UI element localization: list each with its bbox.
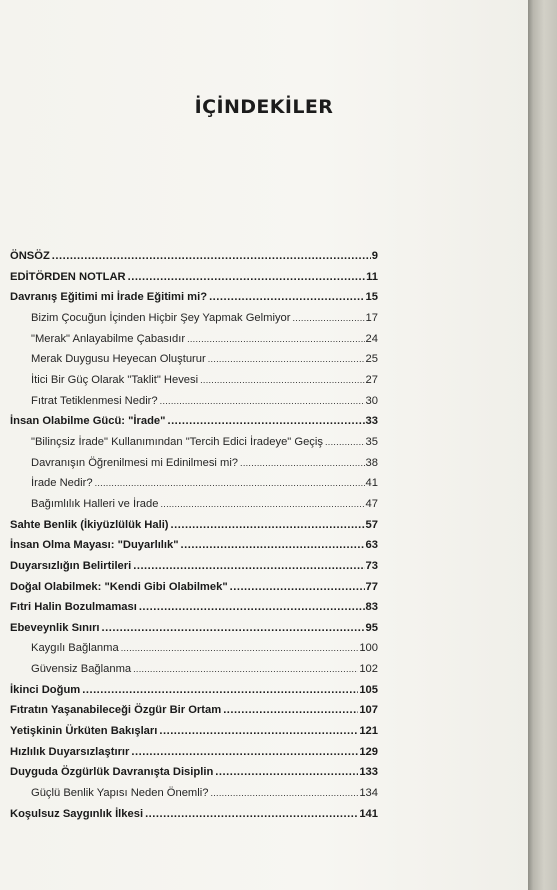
toc-entry bbox=[10, 577, 378, 598]
toc-entry bbox=[10, 267, 378, 288]
toc-entry-label: Yetişkinin Ürküten Bakışları bbox=[10, 725, 158, 738]
toc-entry-label: Fıtratın Yaşanabileceği Özgür Bir Ortam bbox=[10, 704, 222, 717]
toc-subentry bbox=[10, 370, 378, 391]
toc-entry-label: İnsan Olma Mayası: "Duyarlılık" bbox=[10, 539, 179, 552]
toc-page-number: 57 bbox=[365, 518, 378, 531]
dot-leader bbox=[171, 515, 365, 536]
toc-entry bbox=[10, 411, 378, 432]
dot-leader bbox=[167, 411, 364, 432]
toc-entry-label: Bizim Çocuğun İçinden Hiçbir Şey Yapmak Gelmiyor bbox=[31, 311, 291, 324]
toc-entry-label: Duyguda Özgürlük Davranışta Disiplin bbox=[10, 766, 214, 779]
dot-leader bbox=[131, 742, 358, 763]
toc-entry bbox=[10, 515, 378, 536]
dot-leader bbox=[223, 700, 358, 721]
toc-page-number: 15 bbox=[365, 291, 378, 304]
toc-entry-label: ÖNSÖZ bbox=[10, 250, 50, 262]
toc-entry-label: "Bilinçsiz İrade" Kullanımından "Tercih Edici İradeye" Geçiş bbox=[31, 435, 323, 448]
dot-leader bbox=[209, 287, 364, 308]
toc-entry bbox=[10, 742, 378, 763]
toc-page-number: 121 bbox=[359, 725, 378, 738]
toc-entry-label: Güçlü Benlik Yapısı Neden Önemli? bbox=[31, 787, 209, 800]
toc-page-number: 73 bbox=[365, 559, 378, 572]
toc-entry-label: Davranış Eğitimi mi İrade Eğitimi mi? bbox=[10, 291, 208, 304]
toc-subentry bbox=[10, 638, 378, 659]
dot-leader bbox=[159, 721, 358, 742]
toc-page-number: 27 bbox=[365, 373, 378, 386]
dot-leader bbox=[240, 453, 365, 474]
dot-leader bbox=[121, 638, 359, 659]
toc-entry-label: Fıtrat Tetiklenmesi Nedir? bbox=[31, 394, 158, 407]
table-of-contents bbox=[10, 246, 378, 824]
page-title: İÇİNDEKİLER bbox=[194, 96, 334, 118]
toc-page-number: 9 bbox=[371, 250, 378, 262]
toc-page-number: 33 bbox=[365, 415, 378, 428]
toc-entry-label: Güvensiz Bağlanma bbox=[31, 663, 132, 676]
toc-subentry bbox=[10, 659, 378, 680]
toc-page-number: 25 bbox=[365, 353, 378, 366]
toc-page-number: 95 bbox=[365, 621, 378, 634]
toc-subentry bbox=[10, 349, 378, 370]
dot-leader bbox=[325, 432, 365, 453]
toc-page-number: 24 bbox=[365, 332, 378, 345]
toc-page-number: 105 bbox=[359, 683, 378, 696]
toc-page-number: 35 bbox=[365, 435, 378, 448]
dot-leader bbox=[160, 494, 364, 515]
toc-page-number: 77 bbox=[365, 580, 378, 593]
toc-entry-label: İnsan Olabilme Gücü: "İrade" bbox=[10, 415, 166, 428]
dot-leader bbox=[208, 349, 365, 370]
toc-entry-label: Kaygılı Bağlanma bbox=[31, 642, 119, 655]
toc-page-number: 47 bbox=[365, 497, 378, 510]
toc-subentry bbox=[10, 391, 378, 412]
toc-entry-label: Doğal Olabilmek: "Kendi Gibi Olabilmek" bbox=[10, 580, 228, 593]
toc-page-number: 134 bbox=[359, 787, 378, 800]
dot-leader bbox=[145, 804, 358, 825]
toc-entry bbox=[10, 618, 378, 639]
toc-page-number: 102 bbox=[359, 663, 378, 676]
toc-entry bbox=[10, 762, 378, 783]
toc-entry-label: Ebeveynlik Sınırı bbox=[10, 621, 100, 634]
toc-entry bbox=[10, 721, 378, 742]
toc-entry-label: Davranışın Öğrenilmesi mi Edinilmesi mi? bbox=[31, 456, 239, 469]
toc-entry-label: EDİTÖRDEN NOTLAR bbox=[10, 270, 126, 283]
toc-entry-label: İrade Nedir? bbox=[31, 477, 93, 490]
toc-entry bbox=[10, 700, 378, 721]
toc-page-number: 41 bbox=[365, 477, 378, 490]
toc-entry-label: İtici Bir Güç Olarak "Taklit" Hevesi bbox=[31, 373, 199, 386]
toc-page-number: 30 bbox=[365, 394, 378, 407]
toc-page-number: 17 bbox=[365, 311, 378, 324]
dot-leader bbox=[210, 783, 358, 804]
toc-page-number: 141 bbox=[359, 807, 378, 820]
toc-entry-label: Sahte Benlik (İkiyüzlülük Hali) bbox=[10, 518, 169, 531]
toc-subentry bbox=[10, 453, 378, 474]
toc-page-number: 83 bbox=[365, 601, 378, 614]
dot-leader bbox=[187, 329, 364, 350]
toc-entry bbox=[10, 556, 378, 577]
dot-leader bbox=[230, 577, 365, 598]
toc-entry-label: Bağımlılık Halleri ve İrade bbox=[31, 497, 159, 510]
toc-entry bbox=[10, 535, 378, 556]
toc-page-number: 100 bbox=[359, 642, 378, 655]
toc-page-number: 107 bbox=[359, 704, 378, 717]
dot-leader bbox=[160, 391, 365, 412]
dot-leader bbox=[95, 473, 365, 494]
toc-page-number: 133 bbox=[359, 766, 378, 779]
dot-leader bbox=[133, 556, 364, 577]
toc-subentry bbox=[10, 783, 378, 804]
toc-entry-label: Koşulsuz Saygınlık İlkesi bbox=[10, 807, 144, 820]
dot-leader bbox=[293, 308, 365, 329]
page-edge bbox=[528, 0, 557, 890]
toc-entry bbox=[10, 804, 378, 825]
toc-entry-label: Merak Duygusu Heyecan Oluşturur bbox=[31, 353, 206, 366]
dot-leader bbox=[102, 618, 365, 639]
dot-leader bbox=[82, 680, 358, 701]
toc-page-number: 63 bbox=[365, 539, 378, 552]
toc-entry bbox=[10, 680, 378, 701]
toc-subentry bbox=[10, 473, 378, 494]
toc-subentry bbox=[10, 432, 378, 453]
toc-page-number: 129 bbox=[359, 745, 378, 758]
toc-page-number: 11 bbox=[366, 270, 378, 283]
toc-entry bbox=[10, 287, 378, 308]
dot-leader bbox=[181, 535, 365, 556]
toc-subentry bbox=[10, 329, 378, 350]
toc-entry-label: "Merak" Anlayabilme Çabasıdır bbox=[31, 332, 186, 345]
toc-entry-label: Hızlılık Duyarsızlaştırır bbox=[10, 745, 130, 758]
dot-leader bbox=[128, 267, 366, 288]
toc-page-number: 38 bbox=[365, 456, 378, 469]
toc-subentry bbox=[10, 494, 378, 515]
toc-entry-label: Fıtri Halin Bozulmaması bbox=[10, 601, 137, 614]
toc-entry bbox=[10, 246, 378, 267]
dot-leader bbox=[200, 370, 364, 391]
toc-entry bbox=[10, 597, 378, 618]
toc-entry-label: İkinci Doğum bbox=[10, 683, 81, 696]
toc-subentry bbox=[10, 308, 378, 329]
dot-leader bbox=[215, 762, 358, 783]
dot-leader bbox=[133, 659, 358, 680]
dot-leader bbox=[139, 597, 365, 618]
toc-entry-label: Duyarsızlığın Belirtileri bbox=[10, 559, 132, 572]
dot-leader bbox=[52, 246, 371, 267]
